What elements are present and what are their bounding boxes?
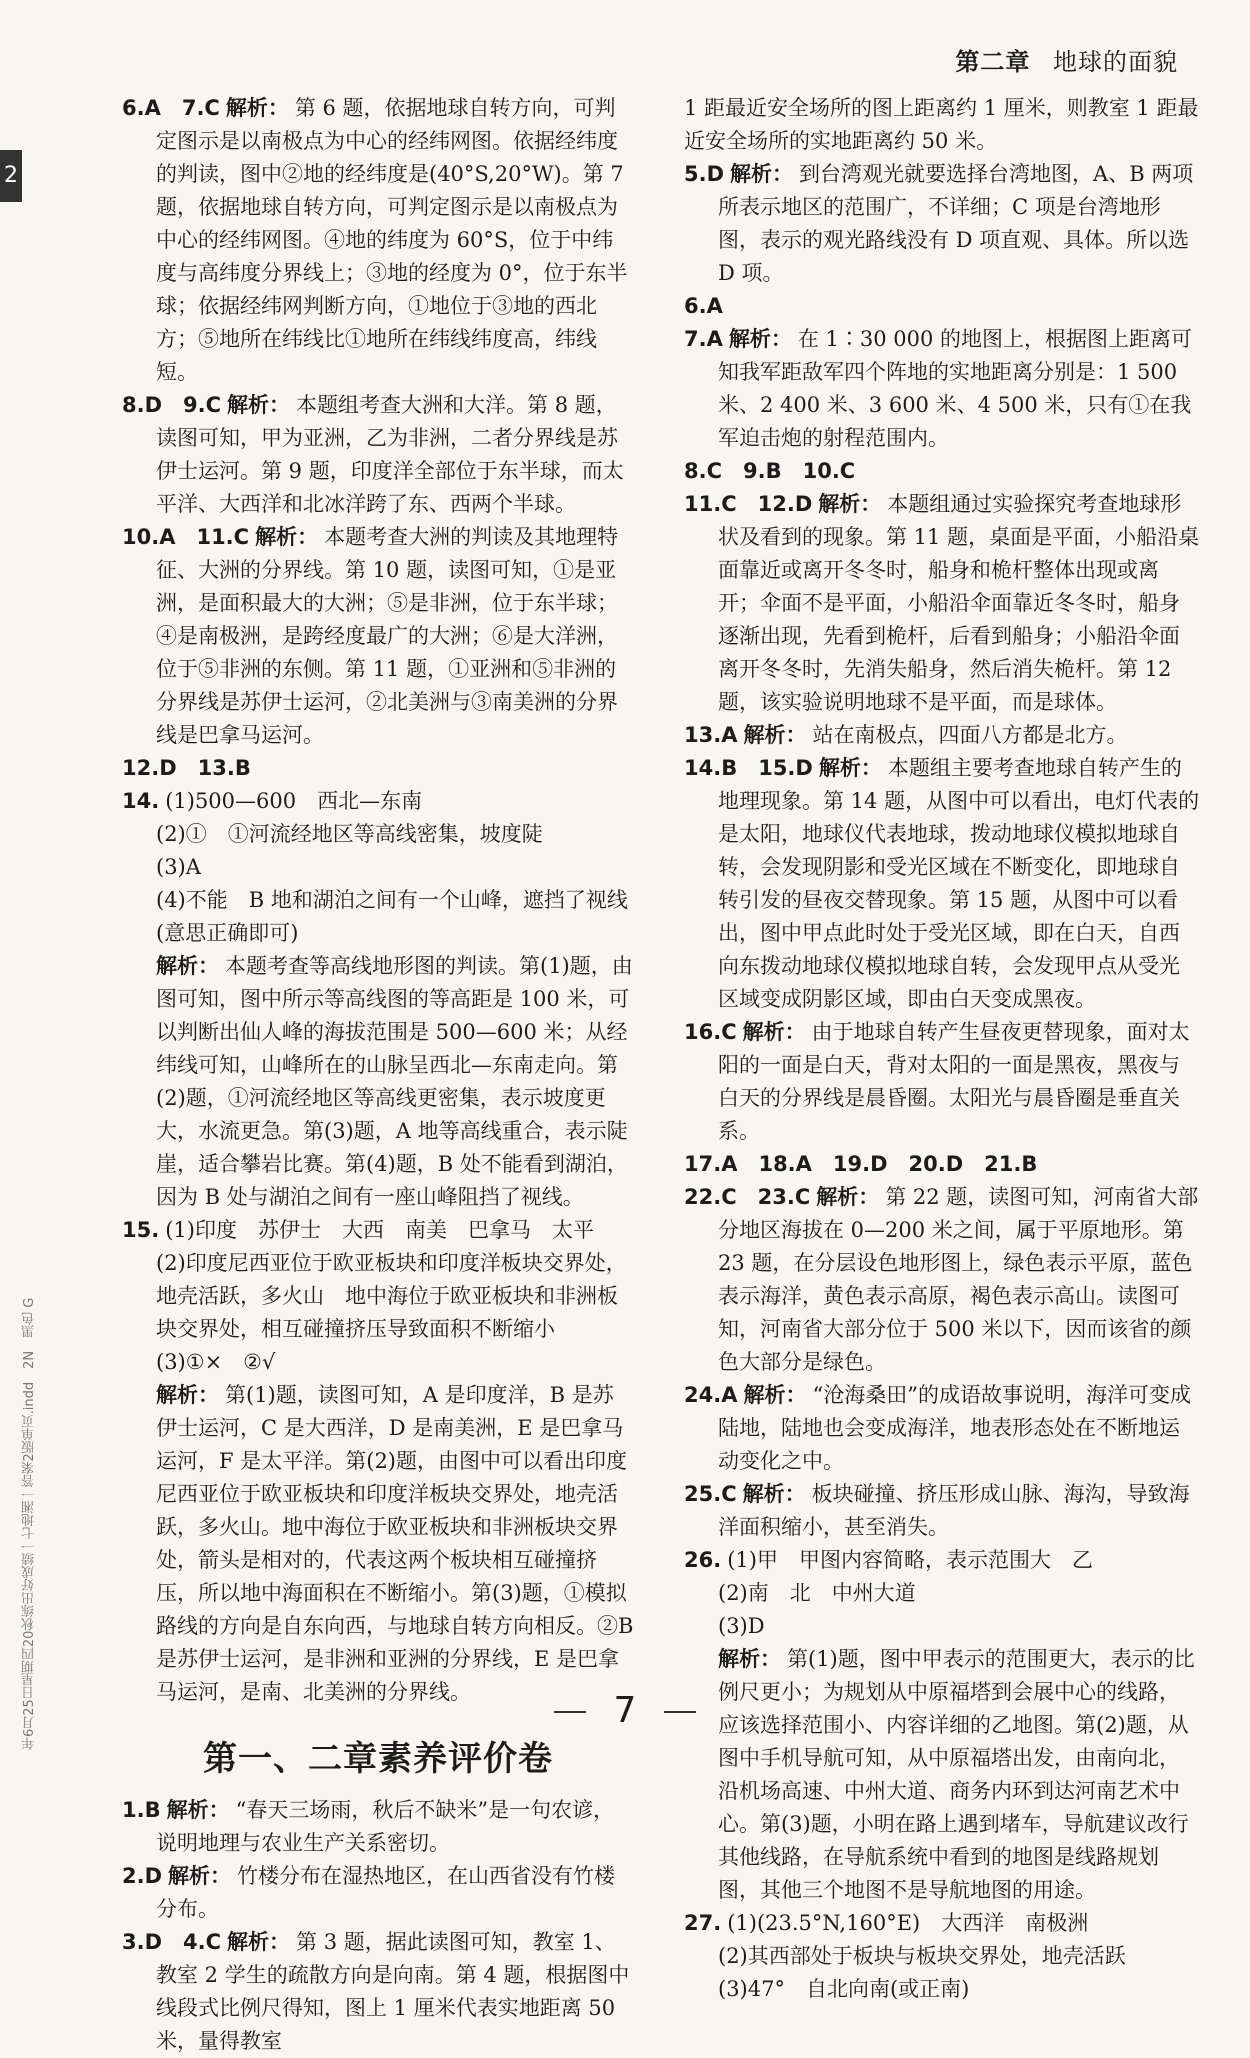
answer-item: [684, 1181, 1200, 1379]
answer-number: 16.C: [684, 1020, 737, 1044]
answer-item: [122, 1926, 634, 2058]
answer-subpart: (4)不能 B 地和湖泊之间有一个山峰，遮挡了视线(意思正确即可): [156, 888, 628, 945]
analysis-text: 第(1)题，图中甲表示的范围更大，表示的比例尺更小；为规划从中原福塔到会展中心的线路，应该选择范围小、内容详细的乙地图。第(2)题，从图中手机导航可知，从中原福塔出发，由南向北，沿机场高速、中州大道、商务内环到达河南艺术中心。第(3)题，小明在路上遇到堵车，导航建议改行其他线路，在导航系统中看到的地图是线路规划图，其他三个地图不是导航地图的用途。: [718, 1647, 1195, 1902]
answer-number: 26.: [684, 1548, 722, 1572]
analysis-label: 解析：: [227, 1930, 291, 1954]
answer-item: [122, 1860, 634, 1926]
analysis-paragraph: [684, 1643, 1200, 1907]
answer-text: 第 3 题，据此读图可知，教室 1、教室 2 学生的疏散方向是向南。第 4 题，根据图中线段式比例尺得知，图上 1 厘米代表实地距离 50 米，量得教室: [156, 1930, 630, 2053]
chapter-label: 第二章: [955, 48, 1031, 76]
answer-number: 6.A 7.C: [122, 96, 220, 120]
answer-text: 本题组考查大洲和大洋。第 8 题，读图可知，甲为亚洲，乙为非洲，二者分界线是苏伊士运河。第 9 题，印度洋全部位于东半球，而太平洋、大西洋和北冰洋跨了东、西两个半球。: [156, 393, 624, 516]
answer-number: 6.A: [684, 294, 723, 318]
answer-number: 11.C 12.D: [684, 492, 813, 516]
answer-number: 1.B: [122, 1798, 161, 1822]
answer-item: [684, 1148, 1200, 1181]
answer-text: 第 6 题，依据地球自转方向，可判定图示是以南极点为中心的经纬网图。依据经纬度的判读，图中②地的经纬度是(40°S,20°W)。第 7 题，依据地球自转方向，可判定图示是以南极点为中心的经纬网图。④地的纬度为 60°S，位于中纬度与高纬度分界线上；③地的经度为 0°，位于东半球；依据经纬网判断方向，①地位于③地的西北方；⑤地所在纬线比①地所在纬线纬度高，纬线短。: [156, 96, 628, 384]
answer-number: 12.D 13.B: [122, 756, 251, 780]
answer-number: 25.C: [684, 1482, 737, 1506]
answer-item: [684, 752, 1200, 1016]
answer-item: [684, 1379, 1200, 1478]
page-number: 7: [613, 1690, 637, 1731]
answer-text: 在 1∶30 000 的地图上，根据图上距离可知我军距敌军四个阵地的实地距离分别是：1 500 米、2 400 米、3 600 米、4 500 米，只有①在我军迫击炮的射程范围内。: [718, 327, 1193, 450]
answer-text: 本题考查大洲的判读及其地理特征、大洲的分界线。第 10 题，读图可知，①是亚洲，是面积最大的大洲；⑤是非洲，位于东半球；④是南极洲，是跨经度最广的大洲；⑥是大洋洲，位于⑤非洲的东侧。第 11 题，①亚洲和⑤非洲的分界线是苏伊士运河，②北美洲与③南美洲的分界线是巴拿马运河。: [156, 525, 619, 747]
answer-item: [684, 1016, 1200, 1148]
answer-subpart: (2)南 北 中州大道: [718, 1581, 916, 1605]
answer-item: [684, 290, 1200, 323]
answer-text: 板块碰撞、挤压形成山脉、海沟，导致海洋面积缩小，甚至消失。: [718, 1482, 1190, 1539]
answer-subpart: (3)D: [718, 1614, 765, 1638]
analysis-label: 解析：: [743, 1383, 807, 1407]
answer-item: [684, 1478, 1200, 1544]
answer-item: [684, 1544, 1200, 1577]
analysis-label: 解析：: [816, 1185, 880, 1209]
analysis-label: 解析：: [743, 723, 807, 747]
answer-subpart: (2)印度尼西亚位于欧亚板块和印度洋板块交界处，地壳活跃，多火山 地中海位于欧亚板块和非洲板块交界处，相互碰撞挤压导致面积不断缩小: [156, 1251, 627, 1341]
answer-item: [122, 1794, 634, 1860]
answer-number: 27.: [684, 1911, 722, 1935]
footer-dash-right: [664, 1711, 696, 1713]
analysis-text: 第(1)题，读图可知，A 是印度洋，B 是苏伊士运河，C 是大西洋，D 是南美洲，E 是巴拿马运河，F 是太平洋。第(2)题，由图中可以看出印度尼西亚位于欧亚板块和印度洋板块交界处，地壳活跃，多火山。地中海位于欧亚板块和非洲板块交界处，箭头是相对的，代表这两个板块相互碰撞挤压，所以地中海面积在不断缩小。第(3)题，①模拟路线的方向是自东向西，与地球自转方向相反。②B 是苏伊士运河，是非洲和亚洲的分界线，E 是巴拿马运河，是南、北美洲的分界线。: [156, 1383, 634, 1704]
answer-number: 2.D: [122, 1864, 163, 1888]
answer-text: (1)(23.5°N,160°E) 大西洋 南极洲: [727, 1911, 1089, 1935]
answer-item: [122, 1214, 634, 1247]
analysis-label: 解析：: [255, 525, 319, 549]
answer-number: 22.C 23.C: [684, 1185, 811, 1209]
analysis-label: 解析：: [818, 492, 882, 516]
analysis-label: 解析：: [728, 327, 792, 351]
analysis-label: 解析：: [730, 162, 794, 186]
answer-item: [684, 1907, 1200, 1940]
answer-subpart: (3)A: [156, 855, 201, 879]
analysis-paragraph: [122, 950, 634, 1214]
answer-subpart: (2)① ①河流经地区等高线密集，坡度陡: [156, 822, 543, 846]
answer-item: [684, 719, 1200, 752]
answer-number: 13.A: [684, 723, 738, 747]
answer-item: [684, 158, 1200, 290]
answer-text: 站在南极点，四面八方都是北方。: [812, 723, 1128, 747]
answer-text: 1 距最近安全场所的图上距离约 1 厘米，则教室 1 距最近安全场所的实地距离约 50 米。: [684, 96, 1199, 153]
answer-item: [122, 389, 634, 521]
page-header: [955, 42, 1178, 77]
analysis-label: 解析：: [156, 1383, 219, 1407]
answer-number: 17.A 18.A 19.D 20.D 21.B: [684, 1152, 1038, 1176]
answer-number: 7.A: [684, 327, 723, 351]
answer-number: 3.D 4.C: [122, 1930, 222, 1954]
analysis-label: 解析：: [818, 756, 882, 780]
answer-text: 竹楼分布在湿热地区，在山西省没有竹楼分布。: [156, 1864, 616, 1921]
answer-text: 第 22 题，读图可知，河南省大部分地区海拔在 0—200 米之间，属于平原地形。第 23 题，在分层设色地形图上，绿色表示平原，蓝色表示海洋，黄色表示高原，褐色表示高山。读图可知，河南省大部分位于 500 米以下，因而该省的颜色大部分是绿色。: [718, 1185, 1199, 1374]
answer-subpart: (2)其西部处于板块与板块交界处，地壳活跃: [718, 1944, 1126, 1968]
answer-subpart: (3)①× ②√: [156, 1350, 276, 1374]
answer-text: 由于地球自转产生昼夜更替现象，面对太阳的一面是白天，背对太阳的一面是黑夜，黑夜与白天的分界线是晨昏圈。太阳光与晨昏圈是垂直关系。: [718, 1020, 1190, 1143]
chapter-title: 地球的面貌: [1053, 48, 1178, 76]
analysis-label: 解析：: [225, 96, 289, 120]
answer-item: [684, 323, 1200, 455]
chapter-side-tab: 2: [0, 150, 22, 202]
answer-number: 14.: [122, 789, 160, 813]
analysis-label: 解析：: [227, 393, 291, 417]
answer-number: 8.C 9.B 10.C: [684, 459, 856, 483]
answer-item: [684, 488, 1200, 719]
answer-subpart: (3)47° 自北向南(或正南): [718, 1977, 970, 2001]
answer-number: 24.A: [684, 1383, 738, 1407]
print-margin-note: 年6月25日星期四20秋练出好成绩一七地湘一答案2版单页.indd 2N 黑色 G: [22, 1297, 37, 1750]
analysis-label: 解析：: [742, 1482, 806, 1506]
answer-number: 14.B 15.D: [684, 756, 813, 780]
answer-text: 本题组主要考查地球自转产生的地理现象。第 14 题，从图中可以看出，电灯代表的是太阳，地球仪代表地球，拨动地球仪模拟地球自转，会发现阴影和受光区域在不断变化，即地球自转引发的昼夜交替现象。第 15 题，从图中可以看出，图中甲点此时处于受光区域，即在白天，自西向东拨动地球仪模拟地球自转，会发现甲点从受光区域变成阴影区域，即由白天变成黑夜。: [718, 756, 1200, 1011]
answer-text: “春天三场雨，秋后不缺米”是一句农谚，说明地理与农业生产关系密切。: [156, 1798, 615, 1855]
analysis-label: 解析：: [166, 1798, 230, 1822]
section-title: 第一、二章素养评价卷: [203, 1739, 553, 1779]
analysis-label: 解析：: [156, 954, 219, 978]
page-footer: [0, 1690, 1250, 1731]
answer-item: [122, 521, 634, 752]
answer-number: 8.D 9.C: [122, 393, 222, 417]
answer-text: 到台湾观光就要选择台湾地图，A、B 两项所表示地区的范围广，不详细；C 项是台湾地形图，表示的观光路线没有 D 项直观、具体。所以选 D 项。: [718, 162, 1194, 285]
analysis-label: 解析：: [718, 1647, 781, 1671]
footer-dash-left: [554, 1711, 586, 1713]
answer-item: [122, 752, 634, 785]
answer-item: [122, 785, 634, 818]
answer-item: [684, 455, 1200, 488]
analysis-text: 本题考查等高线地形图的判读。第(1)题，由图可知，图中所示等高线图的等高距是 100 米，可以判断出仙人峰的海拔范围是 500—600 米；从经纬线可知，山峰所在的山脉呈西北—东南走向。第(2)题，①河流经地区等高线更密集，表示坡度更大，水流更急。第(3)题，A 地等高线重合，表示陡崖，适合攀岩比赛。第(4)题，B 处不能看到湖泊，因为 B 处与湖泊之间有一座山峰阻挡了视线。: [156, 954, 633, 1209]
answer-number: 5.D: [684, 162, 725, 186]
analysis-label: 解析：: [742, 1020, 806, 1044]
answer-item: [122, 92, 634, 389]
answer-text: (1)甲 甲图内容简略，表示范围大 乙: [727, 1548, 1093, 1572]
answer-number: 10.A 11.C: [122, 525, 250, 549]
analysis-label: 解析：: [168, 1864, 232, 1888]
answer-text: “沧海桑田”的成语故事说明，海洋可变成陆地，陆地也会变成海洋，地表形态处在不断地运动变化之中。: [718, 1383, 1191, 1473]
answer-text: 本题组通过实验探究考查地球形状及看到的现象。第 11 题，桌面是平面，小船沿桌面靠近或离开冬冬时，船身和桅杆整体出现或离开；伞面不是平面，小船沿伞面靠近冬冬时，船身逐渐出现，先看到桅杆，后看到船身；小船沿伞面离开冬冬时，先消失船身，然后消失桅杆。第 12 题，该实验说明地球不是平面，而是球体。: [718, 492, 1200, 714]
left-column: [122, 92, 634, 2058]
answer-number: 15.: [122, 1218, 160, 1242]
answer-text: (1)印度 苏伊士 大西 南美 巴拿马 太平: [165, 1218, 594, 1242]
analysis-paragraph: [122, 1379, 634, 1709]
answer-item: [684, 92, 1200, 158]
answer-text: (1)500—600 西北—东南: [165, 789, 423, 813]
